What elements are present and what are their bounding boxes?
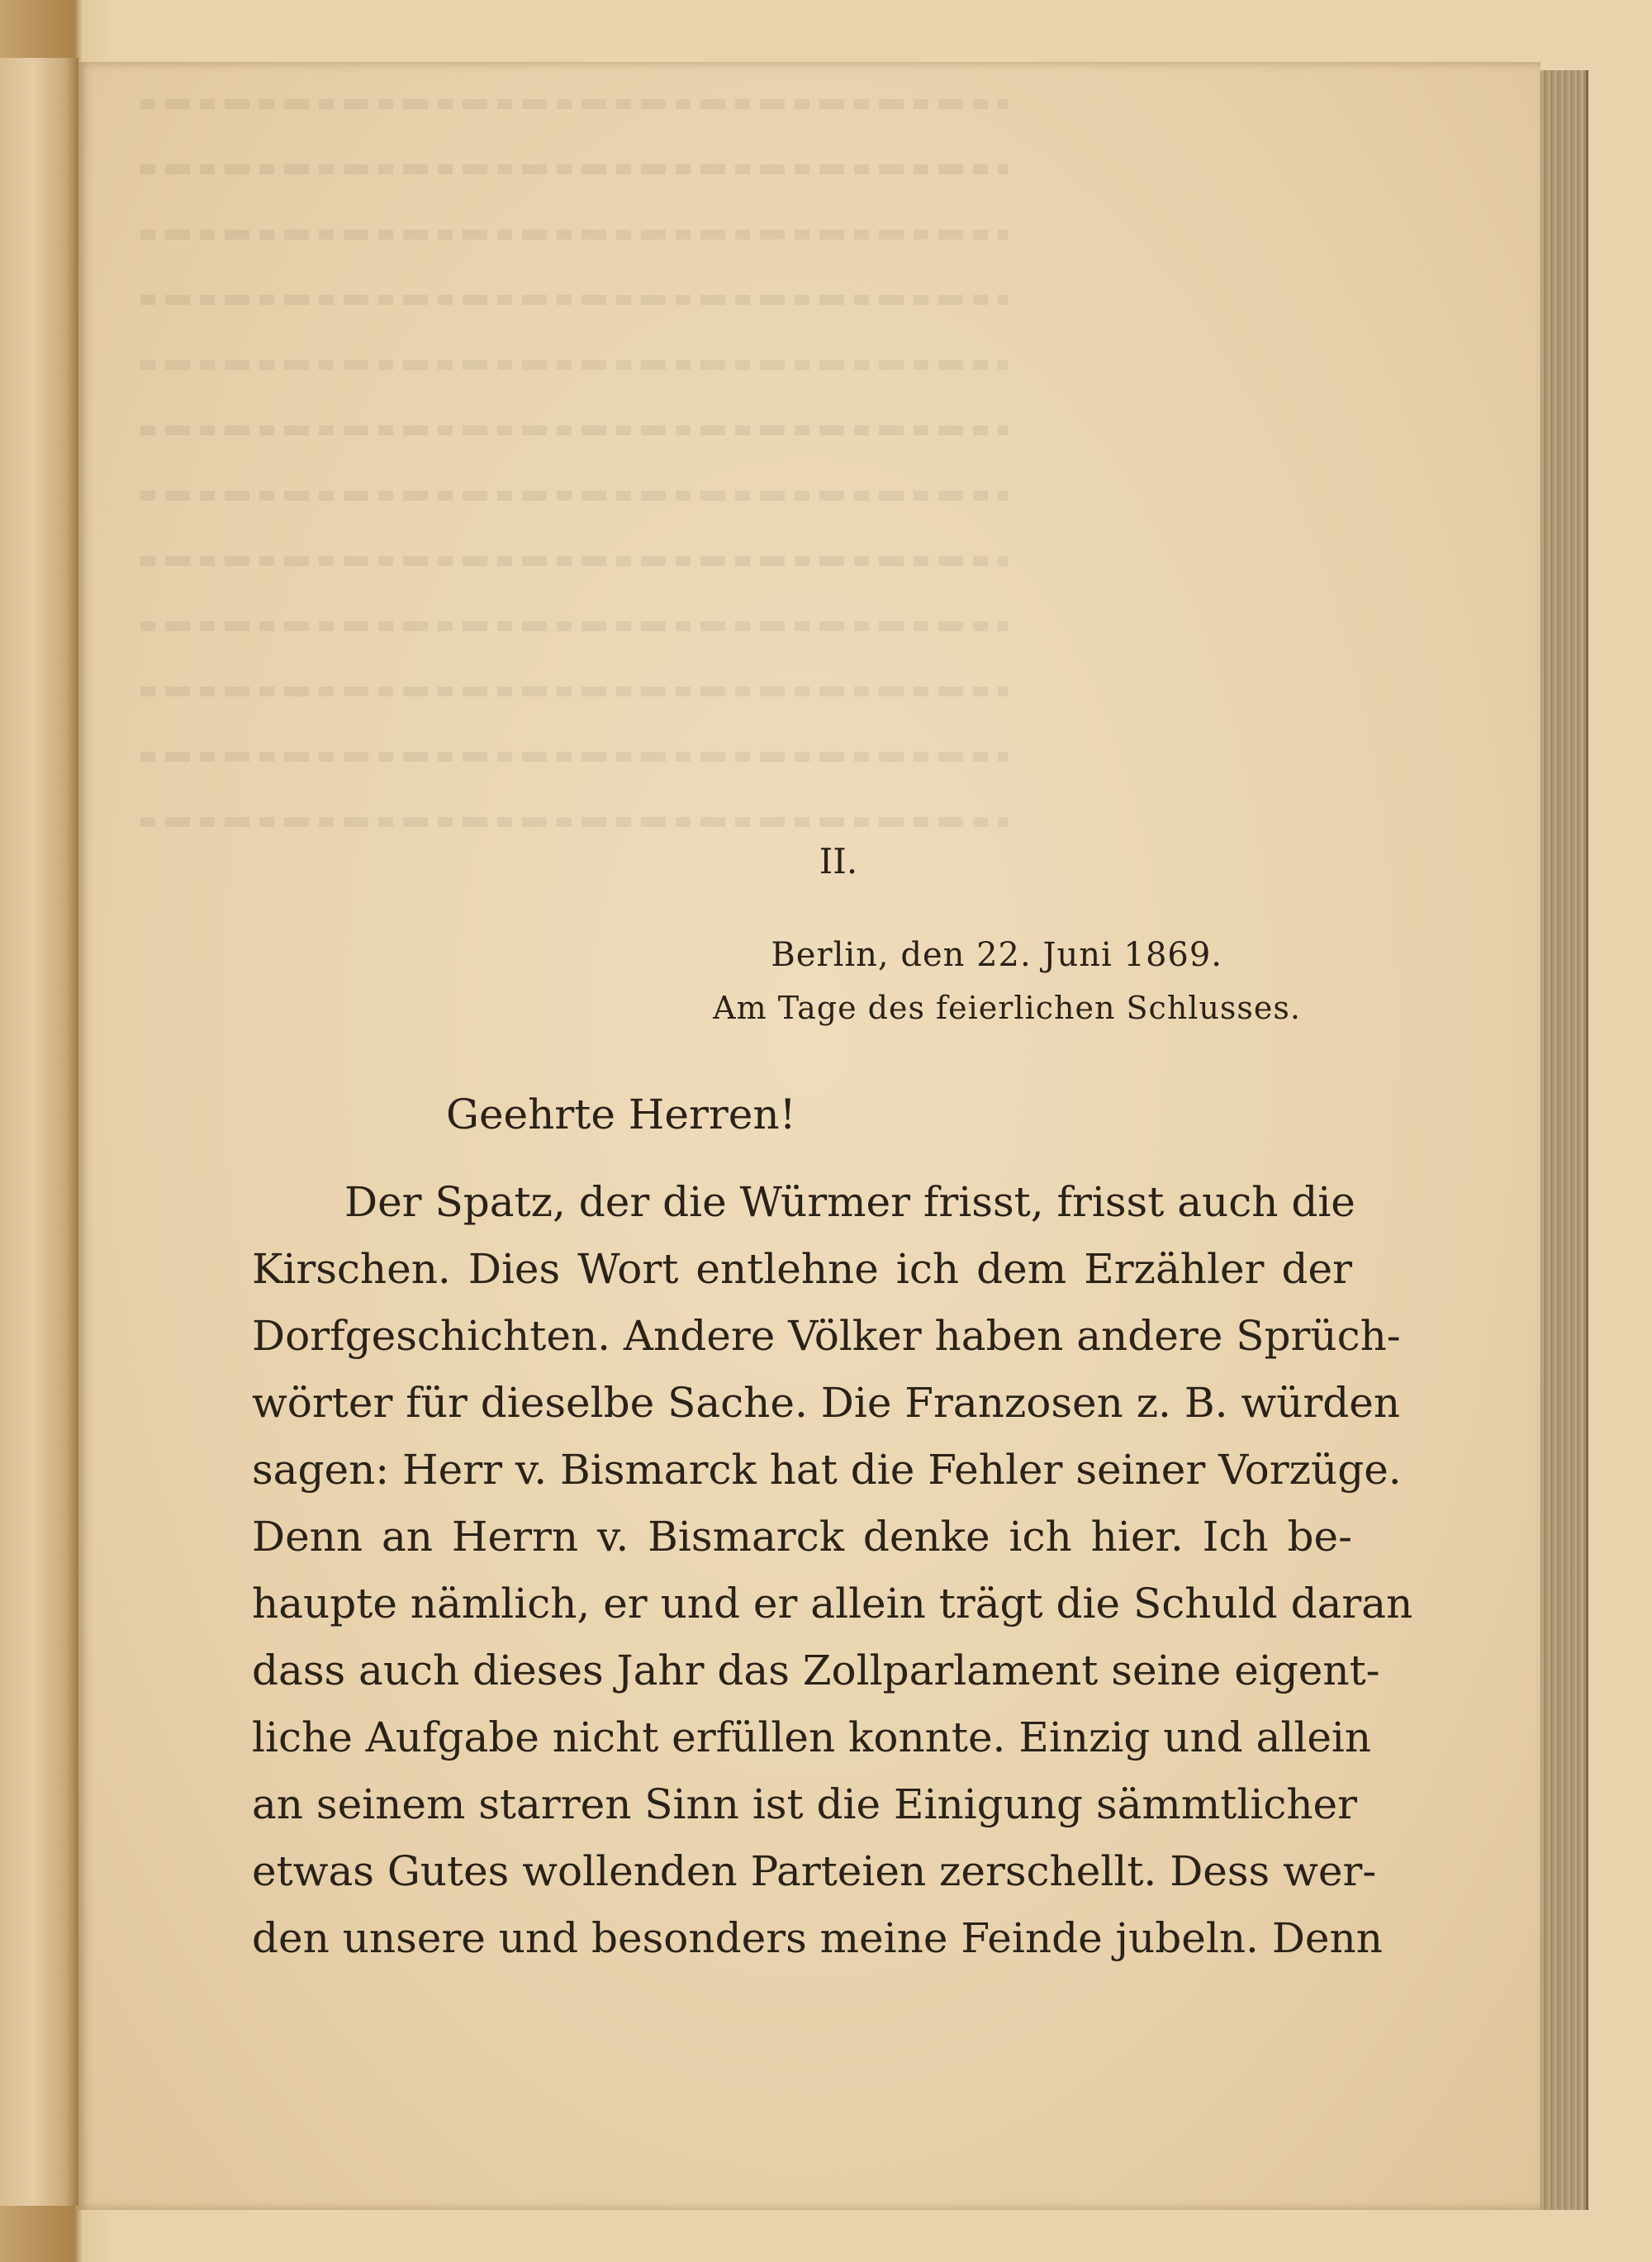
body-line: Der Spatz, der die Würmer frisst, frisst auch die <box>344 1178 1355 1226</box>
body-text <box>252 1169 1413 1972</box>
body-line: liche Aufgabe nicht erfüllen konnte. Einzig und allein <box>252 1713 1372 1761</box>
body-line: dass auch dieses Jahr das Zollparlament seine eigent- <box>252 1647 1380 1694</box>
body-line: den unsere und besonders meine Feinde jubeln. Denn <box>252 1914 1383 1962</box>
body-line: etwas Gutes wollenden Parteien zerschellt. Dess wer- <box>252 1847 1377 1895</box>
body-line: haupte nämlich, er und er allein trägt die Schuld daran <box>252 1580 1413 1628</box>
page-stack-edges <box>1540 70 1588 2210</box>
body-line: wörter für dieselbe Sache. Die Franzosen z. B. würden <box>252 1379 1401 1427</box>
body-line: an seinem starren Sinn ist die Einigung sämmtlicher <box>252 1780 1358 1828</box>
body-line: sagen: Herr v. Bismarck hat die Fehler seiner Vorzüge. <box>252 1446 1402 1494</box>
salutation: Geehrte Herren! <box>446 1091 796 1138</box>
body-line: Dorfgeschichten. Andere Völker haben andere Sprüch- <box>252 1312 1401 1360</box>
occasion-line: Am Tage des feierlichen Schlusses. <box>713 990 1301 1026</box>
dateline: Berlin, den 22. Juni 1869. <box>771 936 1222 974</box>
facing-page-edge <box>0 58 78 2206</box>
body-line: Denn an Herrn v. Bismarck denke ich hier. Ich be- <box>252 1513 1352 1561</box>
section-heading: II. <box>819 841 858 882</box>
bleed-through-text <box>140 99 1008 925</box>
body-line: Kirschen. Dies Wort entlehne ich dem Erzähler der <box>252 1245 1352 1293</box>
